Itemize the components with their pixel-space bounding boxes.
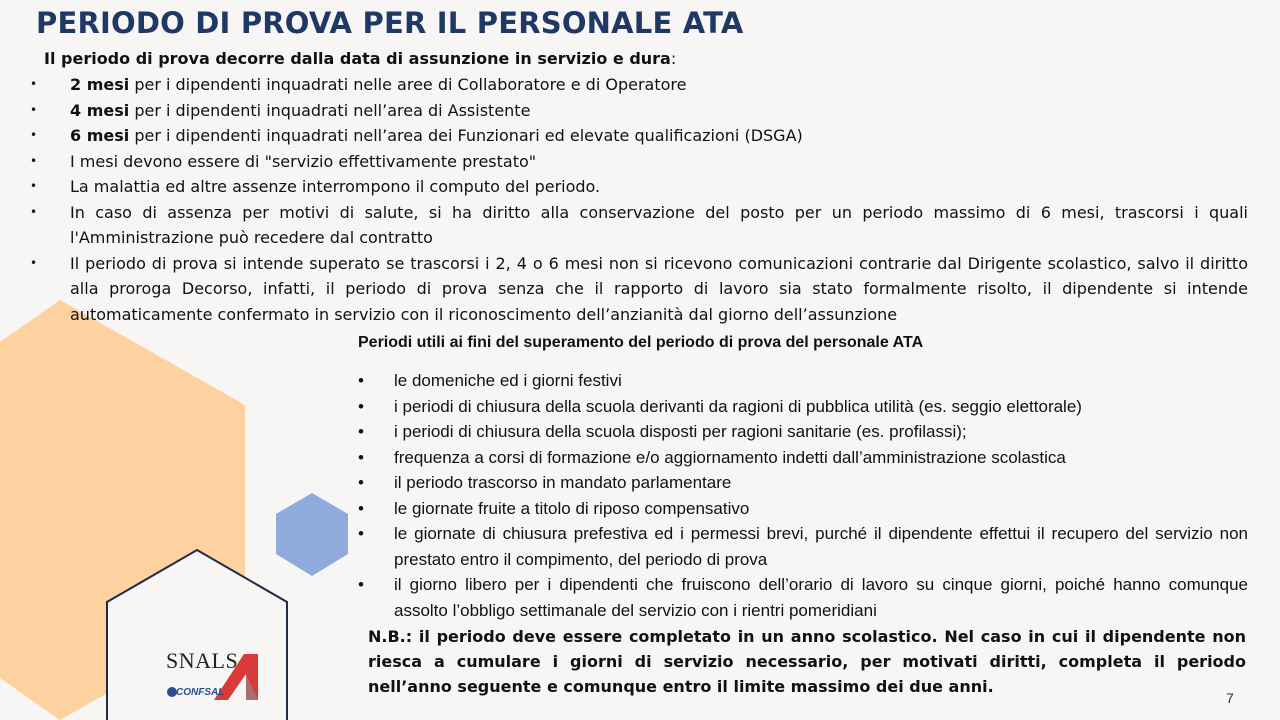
bullet-icon: • <box>30 102 38 117</box>
bullet-icon: • <box>358 447 364 467</box>
probation-duration-list <box>30 72 1248 327</box>
list-item: • La malattia ed altre assenze interrompono il computo del periodo. <box>30 174 1248 200</box>
list-item: • i periodi di chiusura della scuola derivanti da ragioni di pubblica utilità (es. seggio elettorale) <box>358 394 1248 420</box>
bullet-icon: • <box>30 255 38 270</box>
bullet-icon: • <box>30 128 38 142</box>
list-item: • frequenza a corsi di formazione e/o aggiornamento indetti dall’amministrazione scolastica <box>358 445 1248 471</box>
list-item: • Il periodo di prova si intende superato se trascorsi i 2, 4 o 6 mesi non si ricevono comunicazioni contrarie dal Dirigente scolastico, salvo il diritto alla proroga Decorso, infatti, il periodo di prova senza che il rapporto di lavoro sia stato formalmente risolto, il dipendente si intende automaticamente confermato in servizio con il riconoscimento dell’anzianità dal giorno dell’assunzione <box>30 251 1248 328</box>
bullet-icon: • <box>30 77 38 91</box>
list-item: • il periodo trascorso in mandato parlamentare <box>358 470 1248 496</box>
bullet-icon: • <box>30 179 38 193</box>
page-title: PERIODO DI PROVA PER IL PERSONALE ATA <box>36 6 744 40</box>
list-item: • I mesi devono essere di "servizio effettivamente prestato" <box>30 149 1248 175</box>
list-item: • le domeniche ed i giorni festivi <box>358 368 1248 394</box>
list-item: • In caso di assenza per motivi di salute, si ha diritto alla conservazione del posto per un periodo massimo di 6 mesi, trascorsi i quali l'Amministrazione può recedere dal contratto <box>30 200 1248 251</box>
bullet-icon: • <box>358 575 364 594</box>
bullet-icon: • <box>358 498 364 518</box>
list-item: • il giorno libero per i dipendenti che fruiscono dell’orario di lavoro su cinque giorni, poiché hanno comunque assolto l’obbligo settimanale del servizio con i rientri pomeridiani <box>358 572 1248 623</box>
bullet-icon: • <box>358 396 364 416</box>
list-item: • i periodi di chiusura della scuola disposti per ragioni sanitarie (es. profilassi); <box>358 419 1248 445</box>
list-item: • 4 mesi per i dipendenti inquadrati nell’area di Assistente <box>30 98 1248 124</box>
bullet-icon: • <box>30 153 38 168</box>
bullet-icon: • <box>358 422 364 441</box>
page-number: 7 <box>1226 690 1234 706</box>
list-item: • 2 mesi per i dipendenti inquadrati nelle aree di Collaboratore e di Operatore <box>30 72 1248 98</box>
list-item: • le giornate fruite a titolo di riposo compensativo <box>358 496 1248 522</box>
list-item: • le giornate di chiusura prefestiva ed i permessi brevi, purché il dipendente effettui il recupero del servizio non prestato entro il compimento, del periodo di prova <box>358 521 1248 572</box>
useful-periods-heading: Periodi utili ai fini del superamento del periodo di prova del personale ATA <box>358 334 924 351</box>
bullet-icon: • <box>358 473 364 492</box>
bullet-icon: • <box>30 204 38 219</box>
nota-bene: N.B.: il periodo deve essere completato in un anno scolastico. Nel caso in cui il dipendente non riesca a cumulare i giorni di servizio necessario, per motivati diritti, completa il periodo nell’anno seguente e comunque entro il limite massimo dei due anni. <box>368 627 1246 696</box>
bullet-icon: • <box>358 371 364 390</box>
intro-text: Il periodo di prova decorre dalla data di assunzione in servizio e dura: <box>44 49 677 68</box>
bullet-icon: • <box>358 524 364 543</box>
logo-sub: CONFSAL <box>176 687 225 698</box>
blue-hexagon-decoration <box>276 493 348 576</box>
logo-name: SNALS <box>166 648 239 673</box>
useful-periods-list <box>358 368 1248 623</box>
list-item: • 6 mesi per i dipendenti inquadrati nell’area dei Funzionari ed elevate qualificazioni (DSGA) <box>30 123 1248 149</box>
